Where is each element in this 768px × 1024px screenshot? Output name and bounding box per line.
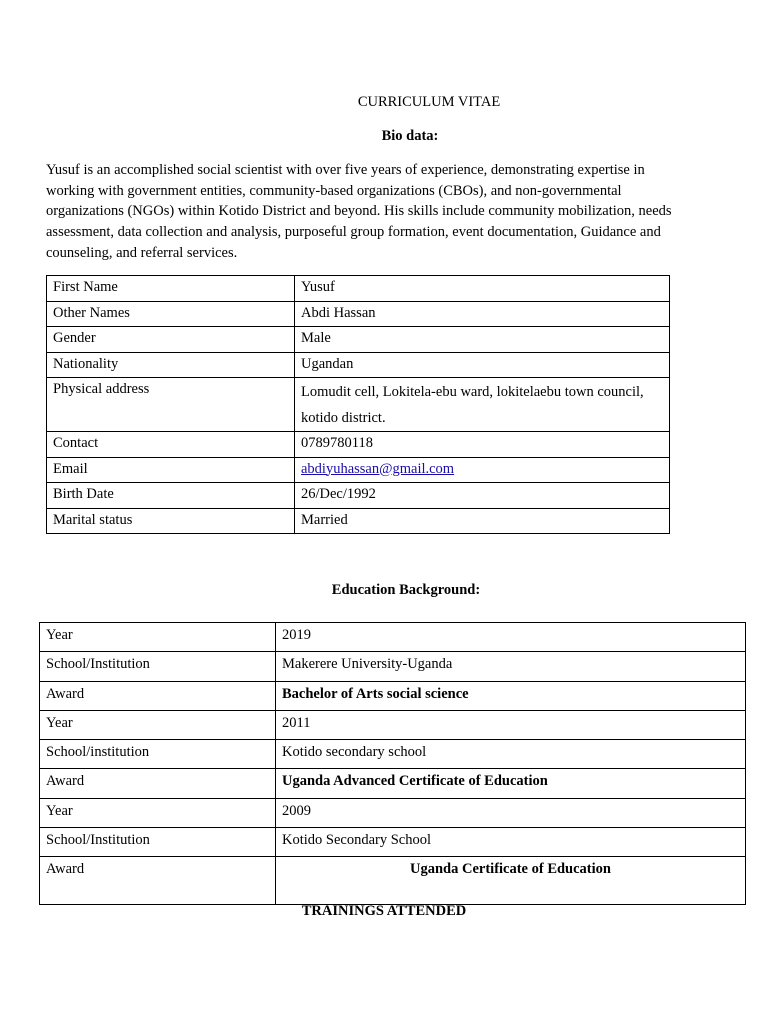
- nationality-label: Nationality: [47, 352, 295, 378]
- table-row: [47, 457, 670, 483]
- year-value: 2011: [276, 710, 746, 739]
- birth-date-label: Birth Date: [47, 483, 295, 509]
- first-name-value: Yusuf: [295, 276, 670, 302]
- table-row: [40, 769, 746, 798]
- other-names-value: Abdi Hassan: [295, 301, 670, 327]
- year-label: Year: [40, 623, 276, 652]
- page-title: CURRICULUM VITAE: [357, 94, 501, 110]
- gender-value: Male: [295, 327, 670, 353]
- award-label: Award: [40, 769, 276, 798]
- trainings-heading: TRAININGS ATTENDED: [301, 903, 467, 919]
- table-row: [47, 327, 670, 353]
- institution-value: Kotido Secondary School: [276, 828, 746, 857]
- nationality-value: Ugandan: [295, 352, 670, 378]
- first-name-label: First Name: [47, 276, 295, 302]
- contact-value: 0789780118: [295, 432, 670, 458]
- award-value: Uganda Certificate of Education: [276, 857, 746, 905]
- physical-address-value: Lomudit cell, Lokitela-ebu ward, lokitelaebu town council, kotido district.: [295, 378, 670, 432]
- year-value: 2019: [276, 623, 746, 652]
- table-row: [40, 857, 746, 905]
- email-link[interactable]: abdiyuhassan@gmail.com: [301, 460, 455, 477]
- table-row: [40, 623, 746, 652]
- award-value: Bachelor of Arts social science: [276, 681, 746, 710]
- table-row: [47, 301, 670, 327]
- institution-label: School/Institution: [40, 828, 276, 857]
- year-label: Year: [40, 798, 276, 827]
- email-label: Email: [47, 457, 295, 483]
- birth-date-value: 26/Dec/1992: [295, 483, 670, 509]
- table-row: [40, 798, 746, 827]
- table-row: [47, 378, 670, 432]
- institution-value: Kotido secondary school: [276, 740, 746, 769]
- marital-status-value: Married: [295, 508, 670, 534]
- education-heading: Education Background:: [331, 582, 481, 598]
- award-label: Award: [40, 681, 276, 710]
- table-row: [40, 681, 746, 710]
- table-row: [47, 483, 670, 509]
- table-row: [47, 352, 670, 378]
- year-value: 2009: [276, 798, 746, 827]
- bio-data-heading: Bio data:: [381, 128, 439, 144]
- institution-label: School/Institution: [40, 652, 276, 681]
- bio-summary: Yusuf is an accomplished social scientist with over five years of experience, demonstrating expertise in working with government entities, community-based organizations (CBOs), and non-governmental organizations (NGOs) within Kotido District and beyond. His skills include community mobilization, needs assessment, data collection and analysis, purposeful group formation, event documentation, Guidance and counseling, and referral services.: [46, 162, 672, 261]
- table-row: [47, 508, 670, 534]
- education-table: [39, 622, 746, 905]
- marital-status-label: Marital status: [47, 508, 295, 534]
- table-row: [47, 276, 670, 302]
- institution-label: School/institution: [40, 740, 276, 769]
- table-row: [40, 828, 746, 857]
- table-row: [40, 710, 746, 739]
- year-label: Year: [40, 710, 276, 739]
- other-names-label: Other Names: [47, 301, 295, 327]
- contact-label: Contact: [47, 432, 295, 458]
- award-label: Award: [40, 857, 276, 905]
- physical-address-label: Physical address: [47, 378, 295, 432]
- award-value: Uganda Advanced Certificate of Education: [276, 769, 746, 798]
- table-row: [40, 652, 746, 681]
- table-row: [40, 740, 746, 769]
- institution-value: Makerere University-Uganda: [276, 652, 746, 681]
- gender-label: Gender: [47, 327, 295, 353]
- email-cell: [295, 457, 670, 483]
- table-row: [47, 432, 670, 458]
- bio-data-table: [46, 275, 670, 534]
